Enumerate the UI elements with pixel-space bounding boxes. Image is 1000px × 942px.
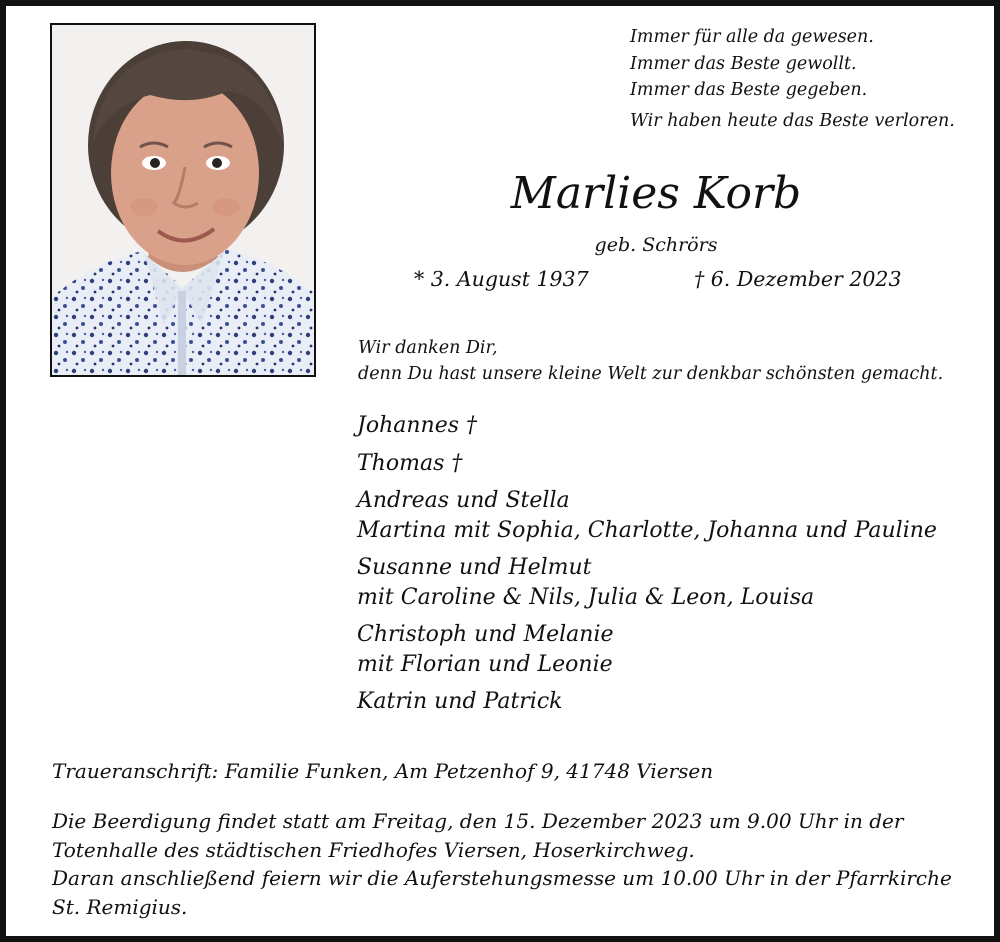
family-member: Andreas und Stella [357, 488, 570, 513]
funeral-line: St. Remigius. [52, 894, 188, 919]
thanks-line: Wir danken Dir, [358, 338, 498, 358]
funeral-info [52, 807, 972, 921]
family-list [357, 411, 997, 725]
born-name: geb. Schrörs [594, 234, 718, 256]
family-group [357, 687, 997, 717]
motto-line: Immer das Beste gegeben. [630, 80, 868, 100]
funeral-line: Die Beerdigung findet statt am Freitag, den 15. Dezember 2023 um 9.00 Uhr in der [52, 809, 904, 833]
family-group [357, 553, 997, 612]
motto-line: Immer das Beste gewollt. [630, 53, 857, 74]
family-group [357, 449, 997, 479]
family-group [357, 411, 997, 441]
family-member: Katrin und Patrick [357, 689, 563, 714]
motto-poem [630, 24, 990, 134]
deceased-name: Marlies Korb [510, 168, 802, 219]
portrait-photo [50, 23, 316, 377]
family-member: Martina mit Sophia, Charlotte, Johanna und Pauline [357, 517, 937, 543]
family-member: mit Florian und Leonie [357, 651, 613, 677]
motto-line: Immer für alle da gewesen. [630, 27, 874, 47]
birth-date: * 3. August 1937 [414, 267, 589, 291]
funeral-line: Totenhalle des städtischen Friedhofes Viersen, Hoserkirchweg. [52, 837, 695, 862]
family-member: Thomas † [357, 450, 463, 476]
family-member: Susanne und Helmut [357, 555, 592, 580]
thanks-text [358, 335, 988, 387]
portrait-photo-icon [52, 25, 314, 375]
motto-last-line: Wir haben heute das Beste verloren. [630, 110, 955, 131]
family-member: Johannes † [357, 413, 477, 438]
thanks-line: denn Du hast unsere kleine Welt zur denkbar schönsten gemacht. [358, 364, 944, 384]
family-group [357, 486, 997, 545]
family-member: mit Caroline & Nils, Julia & Leon, Louisa [357, 584, 815, 610]
death-date: † 6. Dezember 2023 [694, 267, 902, 291]
family-group [357, 620, 997, 679]
family-member: Christoph und Melanie [357, 622, 614, 647]
mourning-address: Traueranschrift: Familie Funken, Am Petzenhof 9, 41748 Viersen [52, 759, 714, 783]
funeral-line: Daran anschließend feiern wir die Auferstehungsmesse um 10.00 Uhr in der Pfarrkirche [52, 866, 952, 890]
